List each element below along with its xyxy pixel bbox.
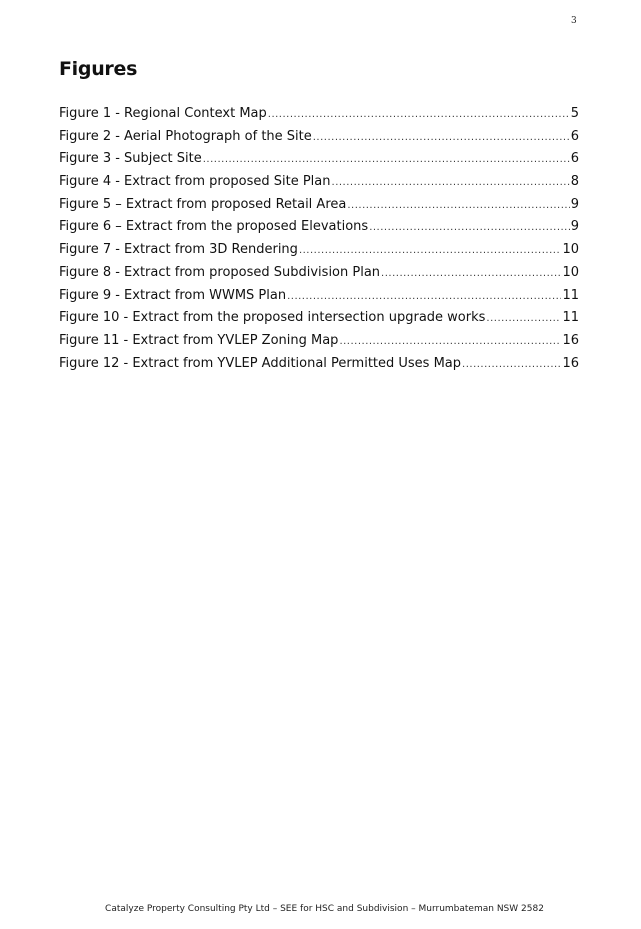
toc-entry-title: Figure 11 - Extract from YVLEP Zoning Map: [59, 332, 339, 348]
toc-entry-page: 9: [570, 196, 579, 212]
toc-entry-page: 11: [562, 310, 579, 326]
page-title: Figures: [59, 58, 138, 80]
toc-entry-figure-3[interactable]: [59, 148, 579, 171]
dot-leader: [462, 354, 561, 377]
dot-leader: [287, 286, 561, 309]
dot-leader: [203, 149, 570, 172]
toc-entry-page: 8: [570, 174, 579, 190]
page-footer: Catalyze Property Consulting Pty Ltd – SEE for HSC and Subdivision – Murrumbateman NSW 2582: [105, 904, 544, 914]
dot-leader: [332, 172, 570, 195]
dot-leader: [347, 195, 569, 218]
toc-entry-title: Figure 6 – Extract from the proposed Elevations: [59, 219, 369, 235]
toc-entry-page: 16: [562, 355, 579, 371]
toc-entry-title: Figure 10 - Extract from the proposed intersection upgrade works: [59, 310, 486, 326]
toc-entry-page: 10: [562, 264, 579, 280]
toc-entry-title: Figure 4 - Extract from proposed Site Plan: [59, 174, 331, 190]
dot-leader: [268, 104, 570, 127]
toc-entry-title: Figure 9 - Extract from WWMS Plan: [59, 287, 287, 303]
toc-entry-page: 6: [570, 128, 579, 144]
toc-entry-page: 16: [562, 332, 579, 348]
toc-entry-page: 10: [562, 242, 579, 258]
toc-entry-page: 11: [562, 287, 579, 303]
page-number: 3: [571, 16, 577, 26]
toc-entry-figure-1[interactable]: [59, 103, 579, 126]
toc-entry-title: Figure 2 - Aerial Photograph of the Site: [59, 128, 312, 144]
dot-leader: [299, 240, 562, 263]
figures-list: [59, 103, 579, 375]
toc-entry-figure-5[interactable]: [59, 194, 579, 217]
dot-leader: [313, 127, 570, 150]
toc-entry-page: 9: [570, 219, 579, 235]
toc-entry-figure-12[interactable]: [59, 353, 579, 376]
toc-entry-figure-7[interactable]: [59, 239, 579, 262]
toc-entry-page: 5: [570, 106, 579, 121]
toc-entry-title: Figure 5 – Extract from proposed Retail Area: [59, 196, 347, 212]
toc-entry-title: Figure 3 - Subject Site: [59, 151, 202, 167]
toc-entry-figure-10[interactable]: [59, 307, 579, 330]
toc-entry-title: Figure 12 - Extract from YVLEP Additional Permitted Uses Map: [59, 355, 462, 371]
toc-entry-figure-6[interactable]: [59, 216, 579, 239]
toc-entry-title: Figure 7 - Extract from 3D Rendering: [59, 242, 298, 258]
toc-entry-figure-8[interactable]: [59, 262, 579, 285]
dot-leader: [369, 217, 570, 240]
toc-entry-figure-9[interactable]: [59, 285, 579, 308]
dot-leader: [486, 308, 561, 331]
toc-entry-figure-11[interactable]: [59, 330, 579, 353]
toc-entry-title: Figure 8 - Extract from proposed Subdivision Plan: [59, 264, 381, 280]
dot-leader: [339, 331, 561, 354]
toc-entry-figure-4[interactable]: [59, 171, 579, 194]
toc-entry-figure-2[interactable]: [59, 126, 579, 149]
toc-entry-page: 6: [570, 151, 579, 167]
dot-leader: [381, 263, 561, 286]
toc-entry-title: Figure 1 - Regional Context Map: [59, 106, 267, 121]
